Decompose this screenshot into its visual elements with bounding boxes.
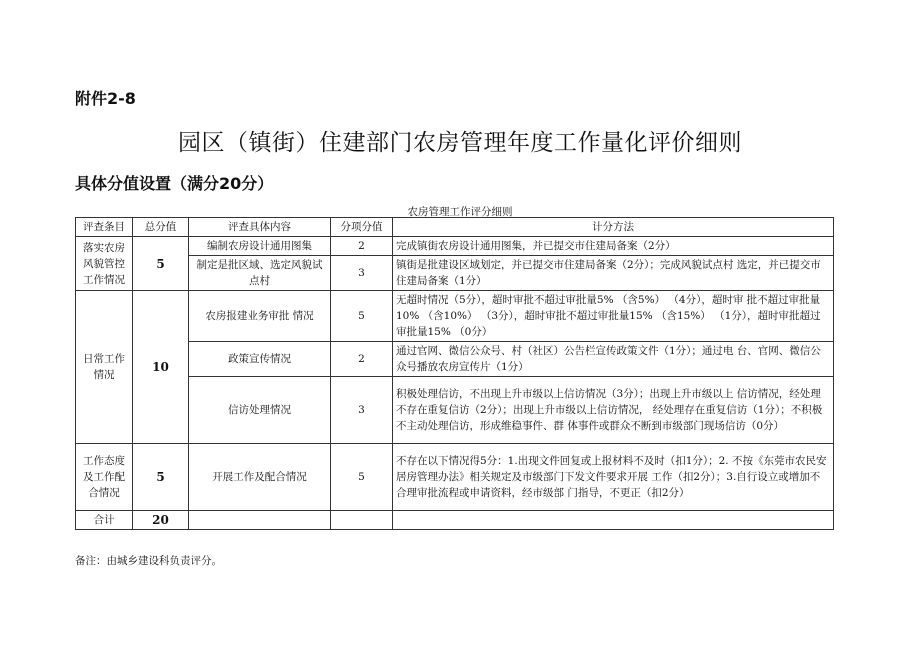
item-content: 政策宣传情况 bbox=[189, 342, 331, 377]
row-category: 落实农房风貌管控工作情况 bbox=[76, 237, 133, 291]
item-score: 2 bbox=[331, 237, 393, 256]
item-content: 农房报建业务审批 情况 bbox=[189, 291, 331, 342]
footnote: 备注：由城乡建设科负责评分。 bbox=[75, 555, 222, 567]
item-content: 制定是批区域、选定风貌试点村 bbox=[189, 256, 331, 291]
header-category: 评查条目 bbox=[76, 218, 133, 237]
table-row bbox=[76, 237, 834, 256]
total-row bbox=[76, 511, 834, 530]
item-method: 完成镇街农房设计通用图集，并已提交市住建局备案（2分） bbox=[393, 237, 834, 256]
total-label: 合计 bbox=[76, 511, 133, 530]
attachment-label: 附件2-8 bbox=[75, 89, 136, 108]
item-score: 5 bbox=[331, 444, 393, 511]
empty-cell bbox=[331, 511, 393, 530]
item-method: 积极处理信访，不出现上升市级以上信访情况（3分）；出现上升市级以上 信访情况，经处理不存在重复信访（2分）；出现上升市级以上信访情况， 经处理存在重复信访（1分）；不积极不主动处理信访，形成维稳事件、群 体事件或群众不断到市级部门现场信访（0分） bbox=[393, 377, 834, 444]
row-category: 工作态度及工作配合情况 bbox=[76, 444, 133, 511]
item-content: 信访处理情况 bbox=[189, 377, 331, 444]
total-value: 20 bbox=[133, 511, 189, 530]
item-method: 不存在以下情况得5分：1.出现文件回复或上报材料不及时（扣1分）；2. 不按《东莞市农民安居房管理办法》相关规定及市级部门下发文件要求开展 工作（扣2分）；3.自行设立或增加不合理审批流程或申请资料，经市级部 门指导，不更正（扣2分） bbox=[393, 444, 834, 511]
item-method: 通过官网、微信公众号、村（社区）公告栏宣传政策文件（1分）；通过电 台、官网、微信公众号播放农房宣传片（1分） bbox=[393, 342, 834, 377]
item-score: 3 bbox=[331, 377, 393, 444]
row-total: 10 bbox=[133, 291, 189, 444]
empty-cell bbox=[189, 511, 331, 530]
table-caption: 农房管理工作评分细则 bbox=[407, 206, 513, 218]
page-title: 园区（镇街）住建部门农房管理年度工作量化评价细则 bbox=[178, 130, 742, 156]
table-row bbox=[76, 377, 834, 444]
item-score: 5 bbox=[331, 291, 393, 342]
item-score: 2 bbox=[331, 342, 393, 377]
table-row bbox=[76, 342, 834, 377]
row-total: 5 bbox=[133, 444, 189, 511]
header-total: 总分值 bbox=[133, 218, 189, 237]
item-content: 编制农房设计通用图集 bbox=[189, 237, 331, 256]
table-row bbox=[76, 291, 834, 342]
empty-cell bbox=[393, 511, 834, 530]
table-header-row bbox=[76, 218, 834, 237]
row-total: 5 bbox=[133, 237, 189, 291]
header-score: 分项分值 bbox=[331, 218, 393, 237]
row-category: 日常工作情况 bbox=[76, 291, 133, 444]
item-method: 无超时情况（5分），超时审批不超过审批量5% （含5%） （4分），超时审 批不超过审批量10% （含10%） （3分），超时审批不超过审批量15% （含15%） （1分），超时审批超过审批量15% （0分） bbox=[393, 291, 834, 342]
item-content: 开展工作及配合情况 bbox=[189, 444, 331, 511]
item-method: 镇街是批建设区域划定，并已提交市住建局备案（2分）；完成风貌试点村 选定，并已提交市住建局备案（1分） bbox=[393, 256, 834, 291]
subtitle: 具体分值设置（满分20分） bbox=[75, 174, 274, 193]
header-content: 评查具体内容 bbox=[189, 218, 331, 237]
table-row bbox=[76, 444, 834, 511]
table-row bbox=[76, 256, 834, 291]
scoring-table bbox=[75, 217, 834, 530]
header-method: 计分方法 bbox=[393, 218, 834, 237]
item-score: 3 bbox=[331, 256, 393, 291]
